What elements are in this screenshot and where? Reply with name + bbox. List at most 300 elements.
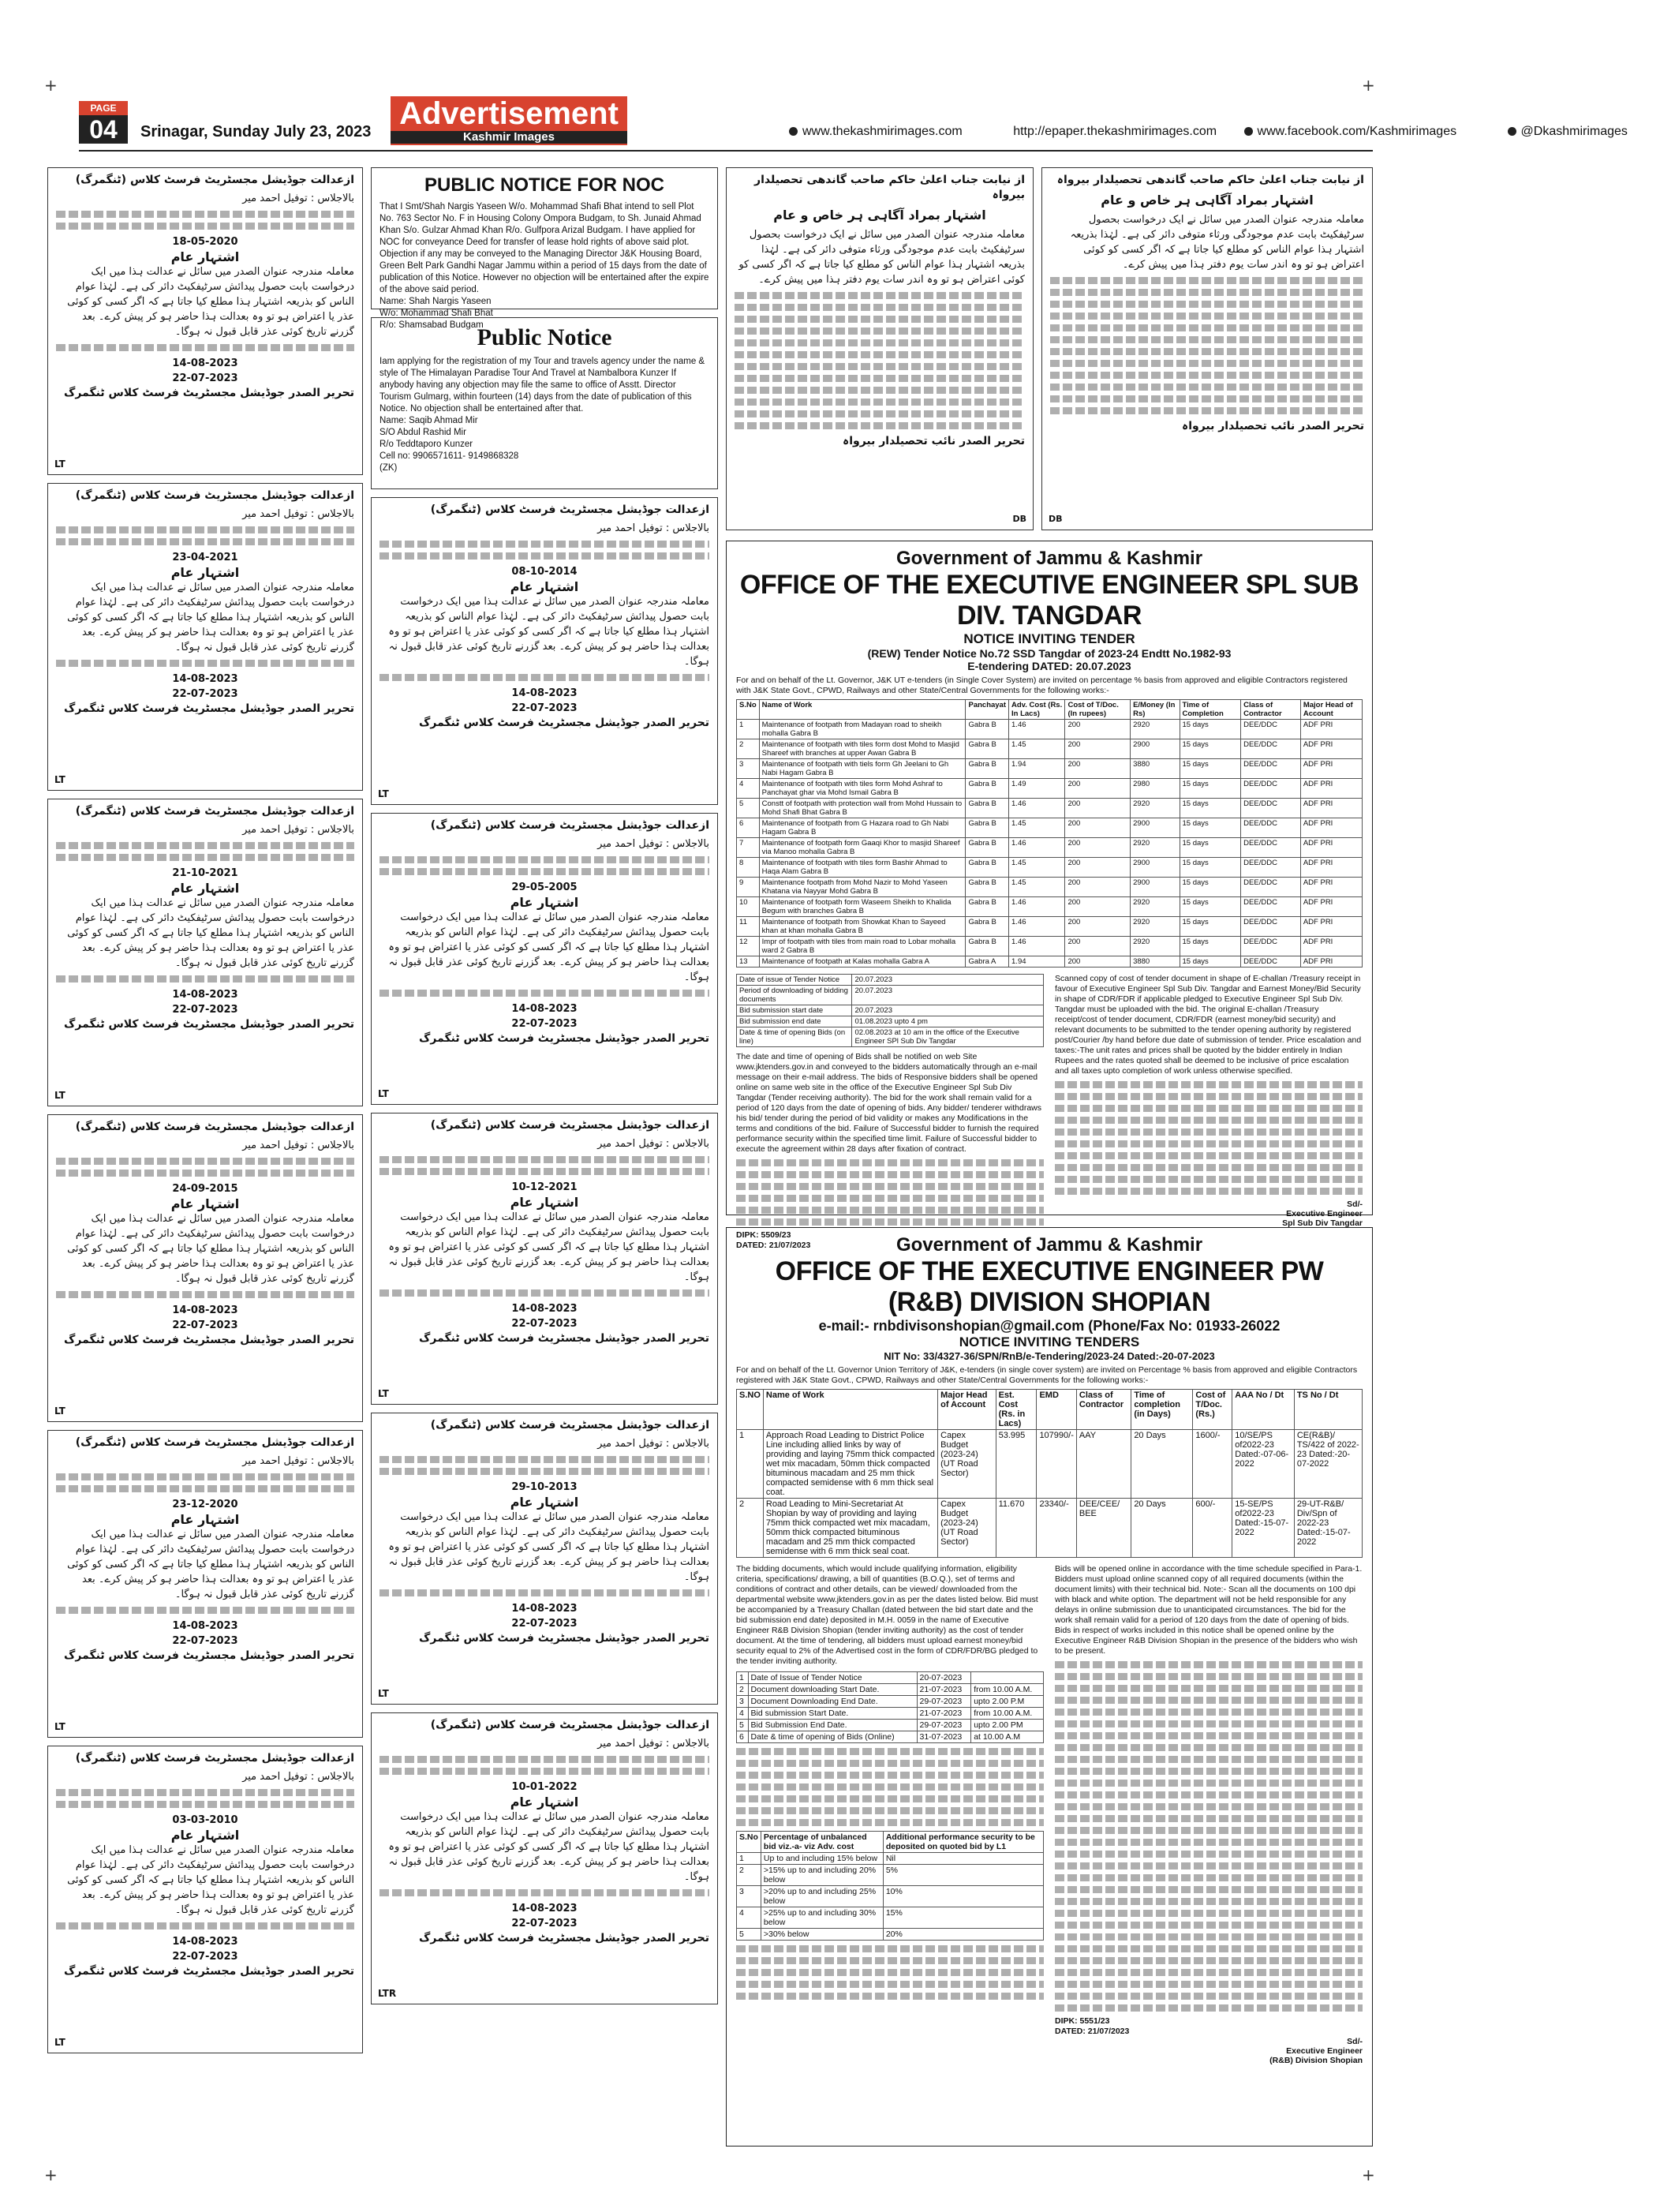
table-cell: 1.45 bbox=[1009, 858, 1065, 878]
schedule-row bbox=[737, 1027, 1044, 1047]
table-header: TS No / Dt bbox=[1294, 1390, 1362, 1430]
table-cell: 2920 bbox=[1131, 799, 1180, 818]
table-cell: ADF PRI bbox=[1300, 818, 1362, 838]
table-cell: ADF PRI bbox=[1300, 897, 1362, 917]
tender2-schedule-table bbox=[736, 1671, 1044, 1743]
tehsil-code: DB bbox=[1049, 514, 1063, 524]
court-notice bbox=[371, 1413, 718, 1705]
table-cell: 200 bbox=[1065, 818, 1131, 838]
table-cell: 10/SE/PS of2022-23 Dated:-07-06-2022 bbox=[1232, 1430, 1295, 1499]
schedule-cell: 29-07-2023 bbox=[917, 1720, 971, 1731]
table-header: AAA No / Dt bbox=[1232, 1390, 1295, 1430]
court-name: ازعدالت جوڈیشل مجسٹریٹ فرسٹ کلاس (ٹنگمرگ) bbox=[75, 174, 354, 186]
table-cell: Maintenance of footpath at Kalas mohalla Gabra A bbox=[759, 956, 966, 968]
tender1-sub3: E-tendering DATED: 20.07.2023 bbox=[967, 660, 1131, 672]
table-cell: Gabra B bbox=[966, 799, 1009, 818]
table-cell: DEE/DDC bbox=[1241, 897, 1301, 917]
table-cell: 10 bbox=[737, 897, 760, 917]
table-cell: ADF PRI bbox=[1300, 956, 1362, 968]
issue-date: 22-07-2023 bbox=[511, 1318, 578, 1330]
tender2-works-table bbox=[736, 1389, 1363, 1558]
table-cell: Gabra B bbox=[966, 838, 1009, 858]
tender2-sig3: (R&B) Division Shopian bbox=[1269, 2056, 1363, 2065]
table-cell: Impr of footpath with tiles from main road to Lobar mohalla ward 2 Gabra B bbox=[759, 937, 966, 956]
table-row bbox=[737, 1430, 1363, 1499]
notice-footer: تحریر الصدر جوڈیشل مجسٹریٹ فرسٹ کلاس ٹنگمرگ bbox=[419, 1032, 709, 1045]
table-cell: 15-SE/PS of2022-23 Dated:-15-07-2022 bbox=[1232, 1499, 1295, 1558]
notice-code: LT bbox=[378, 1088, 389, 1099]
court-name: ازعدالت جوڈیشل مجسٹریٹ فرسٹ کلاس (ٹنگمرگ) bbox=[430, 1719, 709, 1731]
table-cell: 1.45 bbox=[1009, 739, 1065, 759]
tender1-dipk: DIPK: 5509/23 bbox=[736, 1230, 791, 1240]
schedule-cell: 5 bbox=[737, 1720, 749, 1731]
table-cell: 15 days bbox=[1180, 739, 1241, 759]
schedule-cell: 20.07.2023 bbox=[852, 986, 1044, 1005]
court-notice bbox=[371, 1113, 718, 1405]
court-name: ازعدالت جوڈیشل مجسٹریٹ فرسٹ کلاس (ٹنگمرگ) bbox=[430, 1419, 709, 1432]
table-cell: 2920 bbox=[1131, 897, 1180, 917]
table-row bbox=[737, 1886, 1044, 1907]
table-cell: 10% bbox=[883, 1886, 1043, 1907]
table-cell: DEE/DDC bbox=[1241, 937, 1301, 956]
table-cell: 2920 bbox=[1131, 720, 1180, 739]
schedule-row bbox=[737, 1684, 1044, 1696]
table-cell: 3 bbox=[737, 759, 760, 779]
hearing-date: 14-08-2023 bbox=[511, 1603, 578, 1615]
table-cell: 15 days bbox=[1180, 720, 1241, 739]
schedule-cell: Bid submission end date bbox=[737, 1016, 852, 1027]
table-cell: 2920 bbox=[1131, 838, 1180, 858]
table-cell: 11 bbox=[737, 917, 760, 937]
schedule-cell: Bid submission start date bbox=[737, 1005, 852, 1016]
schedule-cell: 4 bbox=[737, 1708, 749, 1720]
table-header: E/Money (In Rs) bbox=[1131, 700, 1180, 720]
court-notice bbox=[371, 813, 718, 1105]
notice-footer: تحریر الصدر جوڈیشل مجسٹریٹ فرسٹ کلاس ٹنگمرگ bbox=[64, 1649, 354, 1662]
schedule-cell: Date & time of opening Bids (on line) bbox=[737, 1027, 852, 1047]
table-cell: Gabra B bbox=[966, 759, 1009, 779]
table-cell: 2 bbox=[737, 1865, 761, 1886]
table-header: Name of Work bbox=[759, 700, 966, 720]
tender2-terms-right: Bids will be opened online in accordance with the time schedule specified in Para-1. Bidders must upload online scanned copy of all required documents (within the document limits) with their technical bid. Note:- Scan all the documents on 100 dpi with black and white option. The department will not be held responsible for any delays in online submission due to unanticipated circumstances. The bid for the work shall remain valid for a period of 120 days from the date of opening of bids. Bids in respect of works included in this notice shall be opened online by the Executive Engineer R&B Division Shopian in the presence of the bidders who wish to be present. bbox=[1055, 1564, 1363, 1656]
table-cell: 15% bbox=[883, 1907, 1043, 1929]
table-cell: DEE/DDC bbox=[1241, 956, 1301, 968]
notice-code: LT bbox=[54, 1721, 65, 1732]
tender2-intro: For and on behalf of the Lt. Governor Union Territory of J&K, e-tenders (in single cover system) are invited on Percentage % basis from approved and eligible Contractors registered with J&K State Govt., CPWD, Railways and other State/Central Governments for the following works:- bbox=[736, 1365, 1358, 1385]
notice-body: معاملہ مندرجہ عنوان الصدر میں سائل نے عدالت ہذا میں ایک درخواست بابت حصول پیدائش سرٹیفکیٹ دائر کی ہے۔ لہٰذا عوام الناس کو بذریعہ اشتہار ہذا مطلع کیا جاتا ہے کہ اگر کسی کو کوئی عذر یا اعتراض ہو تو وہ بعدالت ہذا حاضر ہو کر پیش کرے۔ بعد گزرنے تاریخ کوئی عذر قابل قبول نہ ہوگا۔ bbox=[67, 266, 354, 338]
schedule-row bbox=[737, 1708, 1044, 1720]
tehsil-footer: تحریر الصدر نائب تحصیلدار بیرواہ bbox=[1181, 420, 1364, 432]
issue-date: 22-07-2023 bbox=[511, 1918, 578, 1929]
table-cell: 200 bbox=[1065, 759, 1131, 779]
table-cell: 1.46 bbox=[1009, 937, 1065, 956]
table-row bbox=[737, 937, 1363, 956]
table-cell: 2920 bbox=[1131, 917, 1180, 937]
table-row bbox=[737, 1865, 1044, 1886]
table-cell: 5 bbox=[737, 799, 760, 818]
hearing-date: 14-08-2023 bbox=[172, 673, 238, 685]
schedule-cell: Bid submission Start Date. bbox=[748, 1708, 917, 1720]
tender1-gov: Government of Jammu & Kashmir bbox=[895, 548, 1203, 569]
notice-code: LT bbox=[378, 1388, 389, 1399]
court-notice bbox=[47, 799, 363, 1106]
notice-body: معاملہ مندرجہ عنوان الصدر میں سائل نے عدالت ہذا میں ایک درخواست بابت حصول پیدائش سرٹیفکیٹ دائر کی ہے۔ لہٰذا عوام الناس کو بذریعہ اشتہار ہذا مطلع کیا جاتا ہے کہ اگر کسی کو کوئی عذر یا اعتراض ہو تو وہ بعدالت ہذا حاضر ہو کر پیش کرے۔ بعد گزرنے تاریخ کوئی عذر قابل قبول نہ ہوگا۔ bbox=[67, 1213, 354, 1285]
table-cell: 1.94 bbox=[1009, 956, 1065, 968]
issue-date: 22-07-2023 bbox=[172, 372, 238, 384]
hearing-date: 14-08-2023 bbox=[511, 1303, 578, 1315]
table-cell: 2 bbox=[737, 739, 760, 759]
hearing-date: 14-08-2023 bbox=[172, 1936, 238, 1948]
table-cell: 200 bbox=[1065, 799, 1131, 818]
birth-date: 21-10-2021 bbox=[172, 867, 238, 879]
table-cell: 1 bbox=[737, 720, 760, 739]
public-notice-title: Public Notice bbox=[477, 324, 612, 350]
notice-footer: تحریر الصدر جوڈیشل مجسٹریٹ فرسٹ کلاس ٹنگمرگ bbox=[64, 702, 354, 715]
table-cell: 15 days bbox=[1180, 779, 1241, 799]
public-notice-body: Iam applying for the registration of my Tour and travels agency under the name & style of The Himalayan Paradise Tour And Travel at Nambalbora Kunzer If anybody having any objection may file the same to office of Asstt. Director Tourism Gulmarg, within fourteen (14) days from the date of publication of this Notice. No objection shall be entertained after that. bbox=[379, 357, 705, 414]
tender1-office: OFFICE OF THE EXECUTIVE ENGINEER SPL SUB DIV. TANGDAR bbox=[739, 570, 1359, 631]
table-cell: Maintenance of footpath with tiles form dost Mohd to Masjid Shareef with branches at upper Awan Gabra B bbox=[759, 739, 966, 759]
table-cell: 15 days bbox=[1180, 897, 1241, 917]
table-cell: Gabra B bbox=[966, 779, 1009, 799]
table-cell: 29-UT-R&B/ Div/Spn of 2022-23 Dated:-15-07-2022 bbox=[1294, 1499, 1362, 1558]
court-notices-column-1 bbox=[47, 167, 363, 2061]
notice-body: معاملہ مندرجہ عنوان الصدر میں سائل نے عدالت ہذا میں ایک درخواست بابت حصول پیدائش سرٹیفکیٹ دائر کی ہے۔ لہٰذا عوام الناس کو بذریعہ اشتہار ہذا مطلع کیا جاتا ہے کہ اگر کسی کو کوئی عذر یا اعتراض ہو تو وہ بعدالت ہذا حاضر ہو کر پیش کرے۔ بعد گزرنے تاریخ کوئی عذر قابل قبول نہ ہوگا۔ bbox=[388, 596, 709, 668]
table-row bbox=[737, 1907, 1044, 1929]
table-header: Time of completion (in Days) bbox=[1131, 1390, 1193, 1430]
table-cell: 2 bbox=[737, 1499, 764, 1558]
table-cell: 3880 bbox=[1131, 956, 1180, 968]
table-header: Name of Work bbox=[763, 1390, 937, 1430]
table-cell: Maintenance of footpath with tiels form Gh Jeelani to Gh Nabi Hagam Gabra B bbox=[759, 759, 966, 779]
table-cell: DEE/DDC bbox=[1241, 838, 1301, 858]
public-notice-ro: R/o Teddtaporo Kunzer bbox=[379, 440, 473, 449]
table-cell: 3880 bbox=[1131, 759, 1180, 779]
applicant-label: بالاجلاس : توفیل احمد میر bbox=[597, 1138, 709, 1150]
table-header: Class of Contractor bbox=[1241, 700, 1301, 720]
table-cell: 1 bbox=[737, 1853, 761, 1865]
table-row bbox=[737, 917, 1363, 937]
crop-mark: + bbox=[1362, 76, 1375, 95]
schedule-cell: Bid Submission End Date. bbox=[748, 1720, 917, 1731]
table-cell: 2900 bbox=[1131, 739, 1180, 759]
tender2-sig1: Sd/- bbox=[1347, 2037, 1363, 2046]
table-header: Class of Contractor bbox=[1076, 1390, 1131, 1430]
table-cell: Gabra B bbox=[966, 937, 1009, 956]
notice-footer: تحریر الصدر جوڈیشل مجسٹریٹ فرسٹ کلاس ٹنگمرگ bbox=[64, 1018, 354, 1031]
notice-body: معاملہ مندرجہ عنوان الصدر میں سائل نے عدالت ہذا میں ایک درخواست بابت حصول پیدائش سرٹیفکیٹ دائر کی ہے۔ لہٰذا عوام الناس کو بذریعہ اشتہار ہذا مطلع کیا جاتا ہے کہ اگر کسی کو کوئی عذر یا اعتراض ہو تو وہ بعدالت ہذا حاضر ہو کر پیش کرے۔ بعد گزرنے تاریخ کوئی عذر قابل قبول نہ ہوگا۔ bbox=[67, 582, 354, 653]
hearing-date: 14-08-2023 bbox=[511, 1903, 578, 1914]
table-header: Additional performance security to be deposited on quoted bid by L1 bbox=[883, 1832, 1043, 1853]
notice-code: LT bbox=[54, 1405, 65, 1417]
birth-date: 18-05-2020 bbox=[172, 236, 238, 248]
schedule-cell: from 10.00 A.M. bbox=[971, 1684, 1044, 1696]
tender-notice-tangdar bbox=[726, 541, 1373, 1250]
noc-notice bbox=[371, 167, 718, 330]
tender2-email: e-mail:- rnbdivisonshopian@gmail.com (Phone/Fax No: 01933-26022 bbox=[818, 1318, 1281, 1334]
epaper-link[interactable]: http://epaper.thekashmirimages.com bbox=[1013, 125, 1217, 138]
tender1-terms-right: Scanned copy of cost of tender document in shape of E-challan /Treasury receipt in favour of Executive Engineer Spl Sub Div. Tangdar and Earnest Money/Bid Security in shape of CDR/FDR if applicable pledged to Executive Engineer Spl Sub Div. Tangdar must be uploaded with the bid. The original E-challan /Treasury receipt/cost of tender document, CDR/FDR (earnest money/bid security) and relevant documents to be submitted to the tender opening authority by registered post/Courier /by hand before due date of submission of tender. Price escalation and taxes:-The unit rates and prices shall be quoted by the bidder entirely in Indian Rupees and the rates quoted shall be deemed to be inclusive of price escalation and all taxes upto completion of work unless otherwise specified. bbox=[1055, 974, 1362, 1076]
public-notice-cell: Cell no: 9906571611- 9149868328 bbox=[379, 451, 519, 461]
tender1-sig1: Sd/- bbox=[1347, 1200, 1363, 1209]
table-cell: CE(R&B)/ TS/422 of 2022-23 Dated:-20-07-2022 bbox=[1294, 1430, 1362, 1499]
table-cell: 3 bbox=[737, 1886, 761, 1907]
notice-heading: اشتہار عام bbox=[170, 1828, 240, 1843]
table-cell: 15 days bbox=[1180, 759, 1241, 779]
notice-footer: تحریر الصدر جوڈیشل مجسٹریٹ فرسٹ کلاس ٹنگمرگ bbox=[64, 387, 354, 399]
schedule-cell: 20.07.2023 bbox=[852, 975, 1044, 986]
table-cell: Maintenance of footpath form Gaaqi Khor to masjid Shareef via Manoo mohalla Gabra B bbox=[759, 838, 966, 858]
table-cell: 12 bbox=[737, 937, 760, 956]
table-header: Percentage of unbalanced bid viz.-a- viz Adv. cost bbox=[761, 1832, 883, 1853]
notice-heading: اشتہار عام bbox=[170, 249, 240, 264]
table-cell: ADF PRI bbox=[1300, 878, 1362, 897]
notice-body: معاملہ مندرجہ عنوان الصدر میں سائل نے عدالت ہذا میں ایک درخواست بابت حصول پیدائش سرٹیفکیٹ دائر کی ہے۔ لہٰذا عوام الناس کو بذریعہ اشتہار ہذا مطلع کیا جاتا ہے کہ اگر کسی کو کوئی عذر یا اعتراض ہو تو وہ بعدالت ہذا حاضر ہو کر پیش کرے۔ بعد گزرنے تاریخ کوئی عذر قابل قبول نہ ہوگا۔ bbox=[388, 1211, 709, 1283]
table-cell: ADF PRI bbox=[1300, 720, 1362, 739]
table-cell: Maintenance footpath from Mohd Nazir to Mohd Yaseen Khatana via Nayyar Mohd Gabra B bbox=[759, 878, 966, 897]
table-cell: 600/- bbox=[1193, 1499, 1232, 1558]
globe-icon bbox=[789, 127, 798, 136]
notice-body: معاملہ مندرجہ عنوان الصدر میں سائل نے عدالت ہذا میں ایک درخواست بابت حصول پیدائش سرٹیفکیٹ دائر کی ہے۔ لہٰذا عوام الناس کو بذریعہ اشتہار ہذا مطلع کیا جاتا ہے کہ اگر کسی کو کوئی عذر یا اعتراض ہو تو وہ بعدالت ہذا حاضر ہو کر پیش کرے۔ بعد گزرنے تاریخ کوئی عذر قابل قبول نہ ہوگا۔ bbox=[388, 911, 709, 983]
table-cell: DEE/DDC bbox=[1241, 858, 1301, 878]
tehsil-office: از نیابت جناب اعلیٰ حاکم صاحب گاندھی تحصیلدار بیرواہ bbox=[754, 174, 1025, 201]
tender2-sub2: NIT No: 33/4327-36/SPN/RnB/e-Tendering/2023-24 Dated:-20-07-2023 bbox=[884, 1350, 1215, 1362]
table-row bbox=[737, 799, 1363, 818]
notice-code: LT bbox=[54, 458, 65, 470]
notice-code: LT bbox=[54, 1090, 65, 1101]
table-cell: ADF PRI bbox=[1300, 739, 1362, 759]
facebook-link[interactable]: www.facebook.com/Kashmirimages bbox=[1257, 125, 1457, 138]
table-cell: 2900 bbox=[1131, 818, 1180, 838]
hearing-date: 14-08-2023 bbox=[172, 357, 238, 369]
table-cell: 200 bbox=[1065, 838, 1131, 858]
table-cell: 200 bbox=[1065, 779, 1131, 799]
table-row bbox=[737, 1853, 1044, 1865]
schedule-cell: Document Downloading End Date. bbox=[748, 1696, 917, 1708]
schedule-cell: Period of downloading of bidding documents bbox=[737, 986, 852, 1005]
notice-footer: تحریر الصدر جوڈیشل مجسٹریٹ فرسٹ کلاس ٹنگمرگ bbox=[64, 1965, 354, 1978]
table-cell: Constt of footpath with protection wall from Mohd Hussain to Mohd Shafi Bhat Gabra B bbox=[759, 799, 966, 818]
notice-heading: اشتہار عام bbox=[170, 565, 240, 580]
schedule-cell: Document downloading Start Date. bbox=[748, 1684, 917, 1696]
tender2-gov: Government of Jammu & Kashmir bbox=[895, 1234, 1203, 1256]
page-badge bbox=[79, 101, 128, 144]
schedule-cell: Date & time of opening of Bids (Online) bbox=[748, 1731, 917, 1743]
tender2-terms-left: The bidding documents, which would include qualifying information, eligibility criteria, specifications/ drawing, a bill of quantities (B.O.Q.), set of terms and conditions of contract and other details, can be viewed/ downloaded from the departmental website www.jktenders.gov.in as per the dates listed below. Bid must be accompanied by a Treasury Challan (dated between the bid start date and the bid submission end date) deposited in M.H. 0059 in the name of Executive Engineer R&B Division Shopian (tender inviting authority) as the cost of tender document. At the time of tendering, all bidders must upload earnest money/bid security equal to 2% of the Advertised cost in the form of CDR/FDR/BG pledged to the tender inviting authority. bbox=[736, 1564, 1038, 1666]
tehsil-heading: اشتہار بمراد آگاہی ہر خاص و عام bbox=[773, 208, 986, 223]
website-link[interactable]: www.thekashmirimages.com bbox=[802, 125, 963, 138]
table-row bbox=[737, 759, 1363, 779]
schedule-row bbox=[737, 1731, 1044, 1743]
tender-notice-shopian bbox=[726, 1227, 1373, 2147]
court-name: ازعدالت جوڈیشل مجسٹریٹ فرسٹ کلاس (ٹنگمرگ) bbox=[430, 1119, 709, 1132]
schedule-cell: 20.07.2023 bbox=[852, 1005, 1044, 1016]
table-cell: 200 bbox=[1065, 956, 1131, 968]
noc-ro: R/o: Shamsabad Budgam bbox=[379, 320, 484, 330]
table-cell: 2980 bbox=[1131, 779, 1180, 799]
table-cell: DEE/DDC bbox=[1241, 779, 1301, 799]
schedule-row bbox=[737, 1672, 1044, 1684]
birth-date: 29-10-2013 bbox=[511, 1481, 578, 1493]
table-cell: DEE/DDC bbox=[1241, 759, 1301, 779]
birth-date: 08-10-2014 bbox=[511, 566, 578, 578]
table-row bbox=[737, 720, 1363, 739]
table-cell: 7 bbox=[737, 838, 760, 858]
tehsil-body: معاملہ مندرجہ عنوان الصدر میں سائل نے ایک درخواست بحصول سرٹیفکیٹ بابت عدم موجودگی ورثاء متوفی دائر کی ہے۔ لہٰذا بذریعہ اشتہار ہذا عوام الناس کو مطلع کیا جاتا ہے کہ اگر کسی کو کوئی اعتراض ہو تو وہ اندر سات یوم دفتر ہذا میں پیش کرے۔ bbox=[1070, 214, 1364, 271]
applicant-label: بالاجلاس : توفیل احمد میر bbox=[242, 1771, 354, 1783]
table-cell: Maintenance of footpath from Showkat Khan to Sayeed khan at khan mohalla Gabra B bbox=[759, 917, 966, 937]
table-cell: Maintenance of footpath with tiles form Mohd Ashraf to Panchayat ghar via Mohd Ismail Gabra B bbox=[759, 779, 966, 799]
tehsil-body: معاملہ مندرجہ عنوان الصدر میں سائل نے ایک درخواست بحصول سرٹیفکیٹ بابت عدم موجودگی ورثاء متوفی دائر کی ہے۔ لہٰذا بذریعہ اشتہار ہذا عوام الناس کو مطلع کیا جاتا ہے کہ اگر کسی کو کوئی اعتراض ہو تو وہ اندر سات یوم دفتر ہذا میں پیش کرے۔ bbox=[738, 229, 1025, 286]
table-cell: 200 bbox=[1065, 858, 1131, 878]
hearing-date: 14-08-2023 bbox=[511, 687, 578, 699]
schedule-row bbox=[737, 986, 1044, 1005]
schedule-cell: 31-07-2023 bbox=[917, 1731, 971, 1743]
public-notice-so: S/O Abdul Rashid Mir bbox=[379, 428, 466, 437]
schedule-cell: 2 bbox=[737, 1684, 749, 1696]
birth-date: 24-09-2015 bbox=[172, 1183, 238, 1195]
table-cell: Gabra B bbox=[966, 858, 1009, 878]
table-header: Est. Cost (Rs. in Lacs) bbox=[996, 1390, 1037, 1430]
masthead-links bbox=[789, 125, 1675, 139]
table-cell: 9 bbox=[737, 878, 760, 897]
table-header: Major Head of Account bbox=[1300, 700, 1362, 720]
birth-date: 29-05-2005 bbox=[511, 881, 578, 893]
table-header: EMD bbox=[1037, 1390, 1076, 1430]
table-cell: ADF PRI bbox=[1300, 779, 1362, 799]
notice-heading: اشتہار عام bbox=[170, 881, 240, 896]
applicant-label: بالاجلاس : توفیل احمد میر bbox=[242, 824, 354, 836]
table-cell: Capex Budget (2023-24) (UT Road Sector) bbox=[938, 1430, 996, 1499]
table-cell: Gabra B bbox=[966, 917, 1009, 937]
court-notice bbox=[47, 1114, 363, 1422]
table-cell: Gabra B bbox=[966, 878, 1009, 897]
masthead bbox=[79, 93, 1628, 152]
court-name: ازعدالت جوڈیشل مجسٹریٹ فرسٹ کلاس (ٹنگمرگ) bbox=[75, 1436, 354, 1449]
table-header: Panchayat bbox=[966, 700, 1009, 720]
court-name: ازعدالت جوڈیشل مجسٹریٹ فرسٹ کلاس (ٹنگمرگ) bbox=[75, 805, 354, 818]
table-cell: 5 bbox=[737, 1929, 761, 1941]
table-cell: Gabra B bbox=[966, 739, 1009, 759]
tender1-intro: For and on behalf of the Lt. Governor, J&K UT e-tenders (in Single Cover System) are invited on percentage % basis from approved and eligible Contractors registered with J&K State Govt., CPWD, Railways and other State/Central Governments for the following works:- bbox=[736, 676, 1348, 695]
table-cell: Up to and including 15% below bbox=[761, 1853, 883, 1865]
table-cell: 1 bbox=[737, 1430, 764, 1499]
issue-date: 22-07-2023 bbox=[511, 1018, 578, 1030]
table-cell: 1.94 bbox=[1009, 759, 1065, 779]
notice-heading: اشتہار عام bbox=[510, 579, 579, 594]
table-cell: ADF PRI bbox=[1300, 759, 1362, 779]
schedule-cell: from 10.00 A.M. bbox=[971, 1708, 1044, 1720]
schedule-cell: 20-07-2023 bbox=[917, 1672, 971, 1684]
table-cell: DEE/DDC bbox=[1241, 739, 1301, 759]
table-cell: 2900 bbox=[1131, 878, 1180, 897]
table-cell: 1.45 bbox=[1009, 818, 1065, 838]
notice-footer: تحریر الصدر جوڈیشل مجسٹریٹ فرسٹ کلاس ٹنگمرگ bbox=[419, 717, 709, 729]
table-cell: 200 bbox=[1065, 897, 1131, 917]
issue-date: 22-07-2023 bbox=[172, 1004, 238, 1016]
table-cell: >25% up to and including 30% below bbox=[761, 1907, 883, 1929]
applicant-label: بالاجلاس : توفیل احمد میر bbox=[242, 1455, 354, 1467]
table-cell: DEE/DDC bbox=[1241, 878, 1301, 897]
table-cell: 13 bbox=[737, 956, 760, 968]
applicant-label: بالاجلاس : توفیل احمد میر bbox=[597, 522, 709, 534]
table-cell: 1.46 bbox=[1009, 799, 1065, 818]
public-notice bbox=[371, 317, 718, 489]
table-cell: 20 Days bbox=[1131, 1499, 1193, 1558]
table-cell: Gabra B bbox=[966, 818, 1009, 838]
notice-heading: اشتہار عام bbox=[510, 1495, 579, 1510]
schedule-cell: Date of issue of Tender Notice bbox=[737, 975, 852, 986]
table-cell: 15 days bbox=[1180, 838, 1241, 858]
court-name: ازعدالت جوڈیشل مجسٹریٹ فرسٹ کلاس (ٹنگمرگ) bbox=[430, 503, 709, 516]
table-cell: ADF PRI bbox=[1300, 937, 1362, 956]
table-cell: 11.670 bbox=[996, 1499, 1037, 1558]
notice-heading: اشتہار عام bbox=[510, 1195, 579, 1210]
hearing-date: 14-08-2023 bbox=[172, 989, 238, 1001]
table-cell: DEE/DDC bbox=[1241, 917, 1301, 937]
notice-body: معاملہ مندرجہ عنوان الصدر میں سائل نے عدالت ہذا میں ایک درخواست بابت حصول پیدائش سرٹیفکیٹ دائر کی ہے۔ لہٰذا عوام الناس کو بذریعہ اشتہار ہذا مطلع کیا جاتا ہے کہ اگر کسی کو کوئی عذر یا اعتراض ہو تو وہ بعدالت ہذا حاضر ہو کر پیش کرے۔ بعد گزرنے تاریخ کوئی عذر قابل قبول نہ ہوگا۔ bbox=[388, 1811, 709, 1883]
court-notice bbox=[371, 497, 718, 805]
table-cell: ADF PRI bbox=[1300, 838, 1362, 858]
table-cell: ADF PRI bbox=[1300, 917, 1362, 937]
notice-footer: تحریر الصدر جوڈیشل مجسٹریٹ فرسٹ کلاس ٹنگمرگ bbox=[64, 1334, 354, 1346]
table-row bbox=[737, 956, 1363, 968]
tender1-sig2: Executive Engineer bbox=[1286, 1209, 1363, 1218]
noc-name: Name: Shah Nargis Yaseen bbox=[379, 297, 492, 306]
table-header: Cost of T/Doc. (Rs.) bbox=[1193, 1390, 1232, 1430]
table-cell: Maintenance of footpath from Madayan road to sheikh mohalla Gabra B bbox=[759, 720, 966, 739]
table-cell: Nil bbox=[883, 1853, 1043, 1865]
tender1-works-table bbox=[736, 699, 1363, 968]
notice-heading: اشتہار عام bbox=[170, 1512, 240, 1527]
applicant-label: بالاجلاس : توفیل احمد میر bbox=[597, 838, 709, 850]
tender2-sub1: NOTICE INVITING TENDERS bbox=[959, 1334, 1140, 1349]
page-label: PAGE bbox=[79, 101, 128, 115]
notice-code: LT bbox=[54, 774, 65, 785]
table-cell: Gabra A bbox=[966, 956, 1009, 968]
applicant-label: بالاجلاس : توفیل احمد میر bbox=[242, 508, 354, 520]
tender2-performance-table bbox=[736, 1831, 1044, 1941]
court-notice bbox=[47, 1746, 363, 2053]
table-cell: >20% up to and including 25% below bbox=[761, 1886, 883, 1907]
birth-date: 10-01-2022 bbox=[511, 1781, 578, 1793]
table-cell: Maintenance of footpath from G Hazara road to Gh Nabi Hagam Gabra B bbox=[759, 818, 966, 838]
table-cell: Maintenance of footpath form Waseem Sheikh to Khalida Begum with branches Gabra B bbox=[759, 897, 966, 917]
schedule-cell bbox=[971, 1672, 1044, 1684]
applicant-label: بالاجلاس : توفیل احمد میر bbox=[242, 193, 354, 204]
table-row bbox=[737, 818, 1363, 838]
twitter-link[interactable]: @Dkashmirimages bbox=[1520, 125, 1628, 138]
schedule-cell: Date of Issue of Tender Notice bbox=[748, 1672, 917, 1684]
notice-heading: اشتہار عام bbox=[510, 895, 579, 910]
tender1-sub2: (REW) Tender Notice No.72 SSD Tangdar of 2023-24 Endtt No.1982-93 bbox=[867, 647, 1232, 660]
court-name: ازعدالت جوڈیشل مجسٹریٹ فرسٹ کلاس (ٹنگمرگ) bbox=[75, 1121, 354, 1133]
issue-date: 22-07-2023 bbox=[172, 688, 238, 700]
section-title-box bbox=[391, 96, 627, 145]
court-name: ازعدالت جوڈیشل مجسٹریٹ فرسٹ کلاس (ٹنگمرگ) bbox=[75, 1752, 354, 1765]
table-cell: >15% up to and including 20% below bbox=[761, 1865, 883, 1886]
court-notice bbox=[47, 483, 363, 791]
issue-date: 22-07-2023 bbox=[511, 702, 578, 714]
facebook-icon bbox=[1244, 127, 1253, 136]
table-cell: DEE/DDC bbox=[1241, 799, 1301, 818]
table-cell: 20 Days bbox=[1131, 1430, 1193, 1499]
table-row bbox=[737, 878, 1363, 897]
table-cell: 15 days bbox=[1180, 858, 1241, 878]
table-header: S.NO bbox=[737, 1390, 764, 1430]
hearing-date: 14-08-2023 bbox=[172, 1620, 238, 1632]
public-notice-code: (ZK) bbox=[379, 463, 398, 473]
